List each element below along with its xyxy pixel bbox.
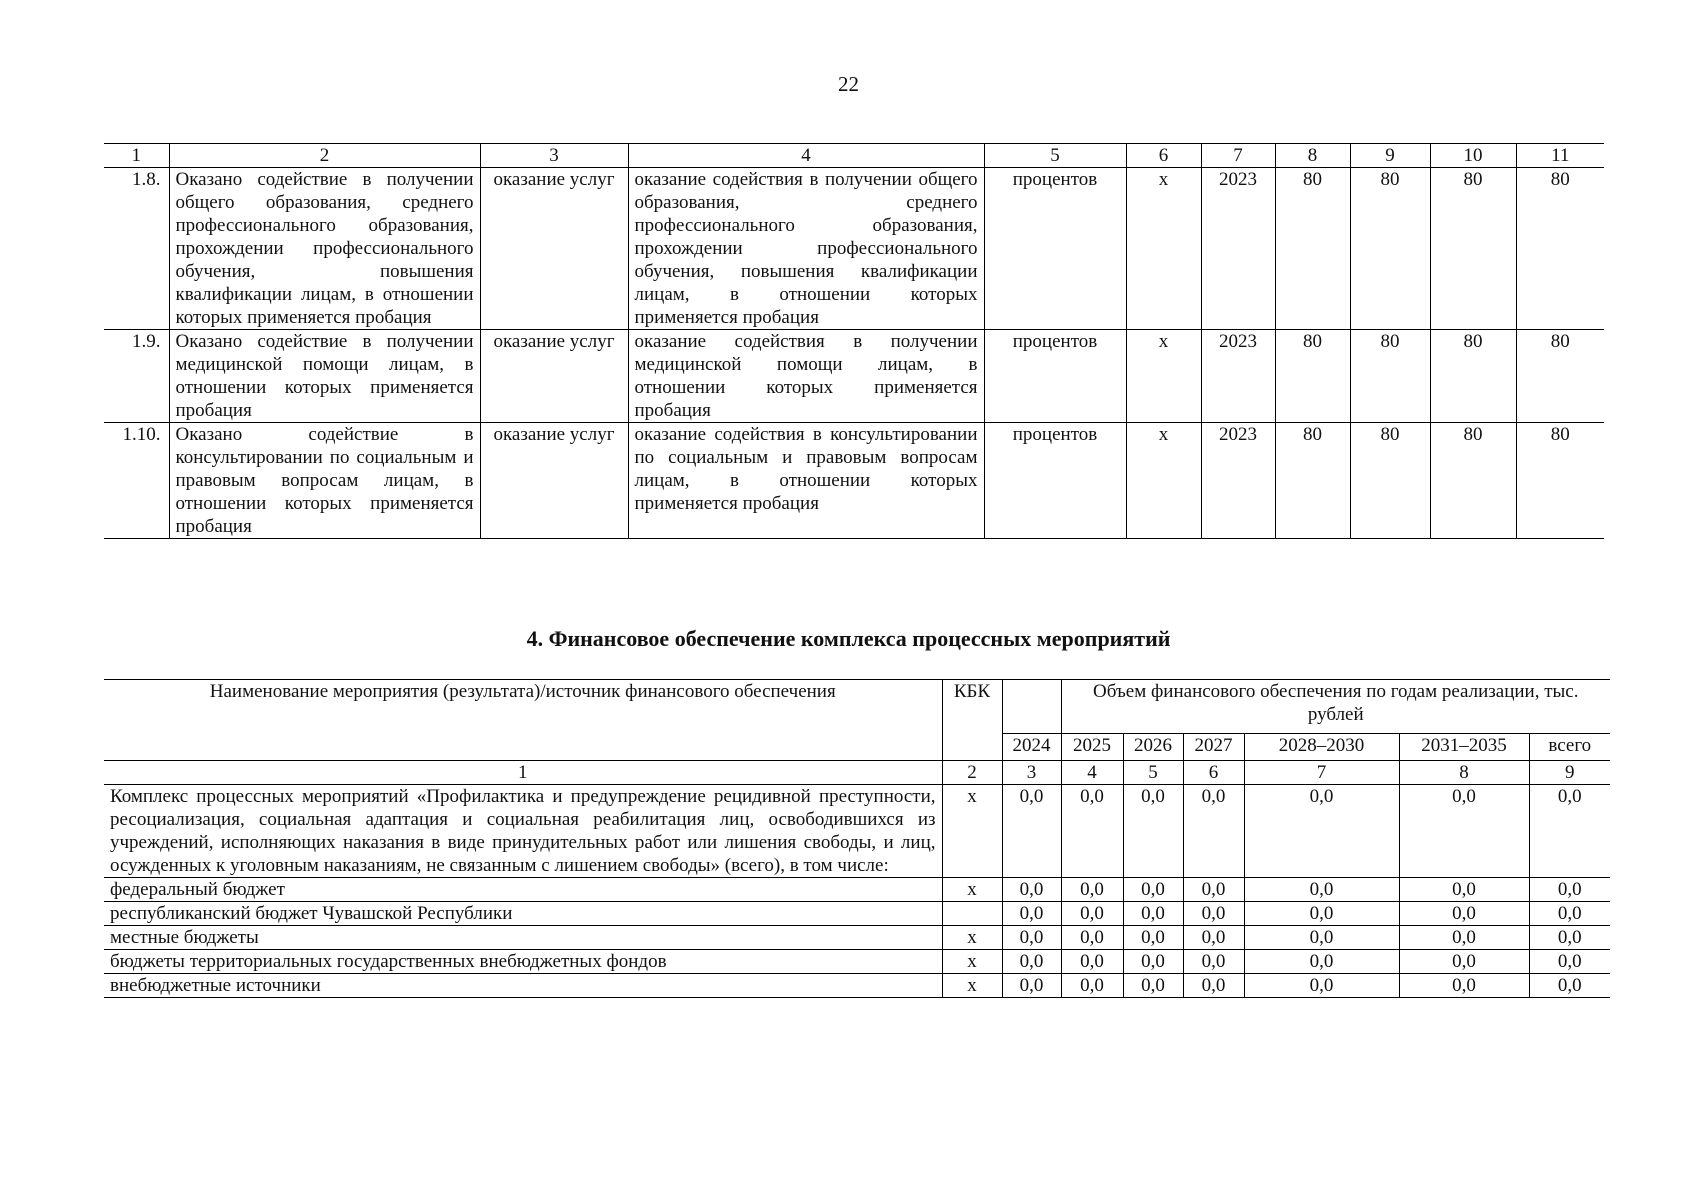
col-number: 5 xyxy=(1123,761,1183,785)
table-column-numbers-row xyxy=(104,761,1610,785)
value-cell: 0,0 xyxy=(1061,926,1123,950)
value-cell: 0,0 xyxy=(1399,902,1529,926)
table-row xyxy=(104,785,1610,878)
value-cell: 80 xyxy=(1516,168,1604,330)
value-cell: 0,0 xyxy=(1002,950,1061,974)
col-number: 6 xyxy=(1183,761,1244,785)
value-cell: 80 xyxy=(1350,168,1430,330)
row-number: 1.10. xyxy=(104,423,169,539)
value-cell: 0,0 xyxy=(1002,785,1061,878)
table-header-row xyxy=(104,144,1604,168)
value-cell: 0,0 xyxy=(1123,926,1183,950)
table-row xyxy=(104,878,1610,902)
value-cell: 0,0 xyxy=(1244,878,1399,902)
value-cell: 0,0 xyxy=(1529,785,1610,878)
result-name: Оказано содействие в получении медицинской помощи лицам, в отношении которых применяется пробация xyxy=(169,330,480,423)
value-cell: 0,0 xyxy=(1183,950,1244,974)
col-number: 3 xyxy=(1002,761,1061,785)
header-empty xyxy=(1002,680,1061,734)
value-cell: 0,0 xyxy=(1123,950,1183,974)
section-heading: 4. Финансовое обеспечение комплекса процессных мероприятий xyxy=(526,626,1171,651)
value-cell: 0,0 xyxy=(1123,974,1183,998)
value-cell: 0,0 xyxy=(1399,974,1529,998)
result-type: оказание услуг xyxy=(480,423,628,539)
header-cell: 11 xyxy=(1516,144,1604,168)
value-cell: 80 xyxy=(1275,423,1350,539)
header-cell: 5 xyxy=(984,144,1126,168)
row-name: местные бюджеты xyxy=(104,926,942,950)
base-value: x xyxy=(1126,330,1201,423)
value-cell: 0,0 xyxy=(1123,902,1183,926)
col-number: 4 xyxy=(1061,761,1123,785)
value-cell: 0,0 xyxy=(1123,878,1183,902)
table-row xyxy=(104,168,1604,330)
year-cell: 2025 xyxy=(1061,733,1123,760)
header-kbk: КБК xyxy=(942,680,1002,761)
base-year: 2023 xyxy=(1201,168,1275,330)
unit: процентов xyxy=(984,330,1126,423)
row-number: 1.9. xyxy=(104,330,169,423)
value-cell: 0,0 xyxy=(1244,926,1399,950)
row-name: бюджеты территориальных государственных внебюджетных фондов xyxy=(104,950,942,974)
header-cell: 9 xyxy=(1350,144,1430,168)
value-cell: 80 xyxy=(1430,330,1516,423)
kbk-cell: x xyxy=(942,974,1002,998)
result-description: оказание содействия в получении общего образования, среднего профессионального образования, прохождении профессионального обучения, повышения квалификации лицам, в отношении которых применяется пробация xyxy=(628,168,984,330)
col-number: 9 xyxy=(1529,761,1610,785)
value-cell: 0,0 xyxy=(1123,785,1183,878)
result-name: Оказано содействие в консультировании по социальным и правовым вопросам лицам, в отношении которых применяется пробация xyxy=(169,423,480,539)
value-cell: 0,0 xyxy=(1183,926,1244,950)
value-cell: 0,0 xyxy=(1002,902,1061,926)
value-cell: 0,0 xyxy=(1183,878,1244,902)
value-cell: 0,0 xyxy=(1061,878,1123,902)
header-cell: 1 xyxy=(104,144,169,168)
value-cell: 80 xyxy=(1430,168,1516,330)
table-header-row xyxy=(104,680,1610,734)
col-number: 8 xyxy=(1399,761,1529,785)
value-cell: 80 xyxy=(1350,423,1430,539)
kbk-cell: x xyxy=(942,950,1002,974)
value-cell: 0,0 xyxy=(1244,974,1399,998)
value-cell: 0,0 xyxy=(1061,902,1123,926)
indicators-table xyxy=(104,143,1604,539)
value-cell: 0,0 xyxy=(1061,785,1123,878)
table-row xyxy=(104,902,1610,926)
value-cell: 80 xyxy=(1516,330,1604,423)
value-cell: 0,0 xyxy=(1529,878,1610,902)
value-cell: 0,0 xyxy=(1399,926,1529,950)
header-volume: Объем финансового обеспечения по годам реализации, тыс. рублей xyxy=(1061,680,1610,734)
table-row xyxy=(104,423,1604,539)
table-row xyxy=(104,974,1610,998)
page-number: 22 xyxy=(838,72,859,96)
col-number: 7 xyxy=(1244,761,1399,785)
base-value: x xyxy=(1126,168,1201,330)
header-cell: 6 xyxy=(1126,144,1201,168)
header-cell: 3 xyxy=(480,144,628,168)
header-cell: 8 xyxy=(1275,144,1350,168)
col-number: 1 xyxy=(104,761,942,785)
header-cell: 4 xyxy=(628,144,984,168)
value-cell: 0,0 xyxy=(1002,974,1061,998)
value-cell: 0,0 xyxy=(1244,950,1399,974)
row-number: 1.8. xyxy=(104,168,169,330)
value-cell: 0,0 xyxy=(1529,950,1610,974)
header-cell: 10 xyxy=(1430,144,1516,168)
header-cell: 2 xyxy=(169,144,480,168)
row-name: федеральный бюджет xyxy=(104,878,942,902)
value-cell: 0,0 xyxy=(1061,974,1123,998)
value-cell: 80 xyxy=(1350,330,1430,423)
value-cell: 0,0 xyxy=(1529,974,1610,998)
table-row xyxy=(104,330,1604,423)
result-type: оказание услуг xyxy=(480,168,628,330)
kbk-cell: x xyxy=(942,878,1002,902)
value-cell: 0,0 xyxy=(1529,902,1610,926)
result-description: оказание содействия в консультировании по социальным и правовым вопросам лицам, в отношении которых применяется пробация xyxy=(628,423,984,539)
kbk-cell xyxy=(942,902,1002,926)
value-cell: 0,0 xyxy=(1399,950,1529,974)
base-value: x xyxy=(1126,423,1201,539)
value-cell: 0,0 xyxy=(1002,926,1061,950)
value-cell: 0,0 xyxy=(1183,974,1244,998)
financing-table xyxy=(104,679,1610,998)
unit: процентов xyxy=(984,423,1126,539)
kbk-cell: x xyxy=(942,785,1002,878)
value-cell: 0,0 xyxy=(1183,785,1244,878)
year-cell: всего xyxy=(1529,733,1610,760)
table-row xyxy=(104,926,1610,950)
value-cell: 0,0 xyxy=(1061,950,1123,974)
base-year: 2023 xyxy=(1201,423,1275,539)
base-year: 2023 xyxy=(1201,330,1275,423)
value-cell: 0,0 xyxy=(1002,878,1061,902)
result-description: оказание содействия в получении медицинской помощи лицам, в отношении которых применяется пробация xyxy=(628,330,984,423)
unit: процентов xyxy=(984,168,1126,330)
year-cell: 2024 xyxy=(1002,733,1061,760)
row-name: внебюджетные источники xyxy=(104,974,942,998)
result-type: оказание услуг xyxy=(480,330,628,423)
header-cell: 7 xyxy=(1201,144,1275,168)
year-cell: 2027 xyxy=(1183,733,1244,760)
row-name: Комплекс процессных мероприятий «Профилактика и предупреждение рецидивной преступности, ресоциализация, социальная адаптация и социальная реабилитация лиц, освободившихся из учреждений, исполняющих наказания в виде принудительных работ или лишения свободы, и лиц, осужденных к уголовным наказаниям, не связанным с лишением свободы» (всего), в том числе: xyxy=(104,785,942,878)
col-number: 2 xyxy=(942,761,1002,785)
year-cell: 2028–2030 xyxy=(1244,733,1399,760)
kbk-cell: x xyxy=(942,926,1002,950)
row-name: республиканский бюджет Чувашской Республики xyxy=(104,902,942,926)
table-row xyxy=(104,950,1610,974)
year-cell: 2031–2035 xyxy=(1399,733,1529,760)
value-cell: 0,0 xyxy=(1399,878,1529,902)
result-name: Оказано содействие в получении общего образования, среднего профессионального образования, прохождении профессионального обучения, повышения квалификации лицам, в отношении которых применяется пробация xyxy=(169,168,480,330)
value-cell: 80 xyxy=(1516,423,1604,539)
header-name: Наименование мероприятия (результата)/источник финансового обеспечения xyxy=(104,680,942,761)
value-cell: 80 xyxy=(1275,168,1350,330)
year-cell: 2026 xyxy=(1123,733,1183,760)
value-cell: 80 xyxy=(1275,330,1350,423)
value-cell: 0,0 xyxy=(1399,785,1529,878)
value-cell: 0,0 xyxy=(1244,785,1399,878)
value-cell: 0,0 xyxy=(1529,926,1610,950)
value-cell: 0,0 xyxy=(1183,902,1244,926)
value-cell: 0,0 xyxy=(1244,902,1399,926)
value-cell: 80 xyxy=(1430,423,1516,539)
